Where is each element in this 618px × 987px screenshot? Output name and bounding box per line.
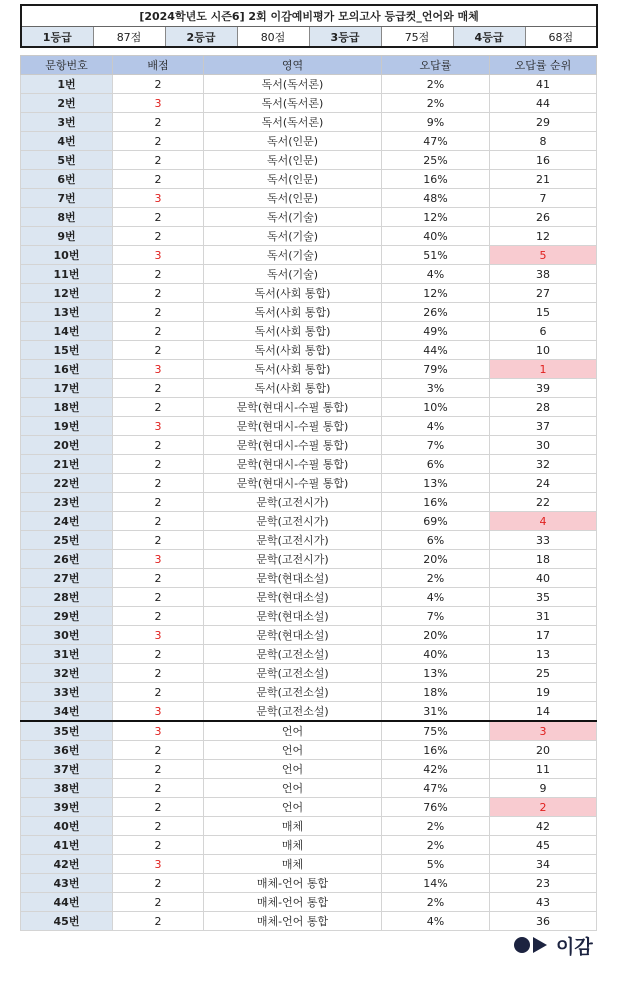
question-area: 독서(인문) [204, 189, 382, 208]
error-rate: 20% [382, 626, 490, 645]
error-rate-rank: 39 [490, 379, 597, 398]
question-area: 문학(고전소설) [204, 683, 382, 702]
error-rate-rank: 20 [490, 741, 597, 760]
table-row [21, 512, 597, 531]
question-points: 2 [113, 379, 204, 398]
question-number: 7번 [21, 189, 113, 208]
question-number: 27번 [21, 569, 113, 588]
question-number: 4번 [21, 132, 113, 151]
table-row [21, 721, 597, 741]
column-header: 영역 [204, 56, 382, 75]
error-rate-rank: 29 [490, 113, 597, 132]
question-number: 21번 [21, 455, 113, 474]
question-area: 독서(기술) [204, 265, 382, 284]
error-rate-rank: 41 [490, 75, 597, 94]
table-row [21, 817, 597, 836]
question-area: 독서(독서론) [204, 113, 382, 132]
question-points: 2 [113, 569, 204, 588]
error-rate: 6% [382, 531, 490, 550]
error-rate-rank: 10 [490, 341, 597, 360]
table-row [21, 798, 597, 817]
page-title: [2024학년도 시즌6] 2회 이감예비평가 모의고사 등급컷_언어와 매체 [21, 5, 597, 27]
question-points: 2 [113, 645, 204, 664]
question-area: 독서(사회 통합) [204, 379, 382, 398]
error-rate-rank: 18 [490, 550, 597, 569]
question-number: 15번 [21, 341, 113, 360]
question-number: 5번 [21, 151, 113, 170]
question-points: 2 [113, 798, 204, 817]
error-rate: 42% [382, 760, 490, 779]
question-number: 39번 [21, 798, 113, 817]
question-area: 문학(현대시-수필 통합) [204, 436, 382, 455]
table-row [21, 398, 597, 417]
table-row [21, 474, 597, 493]
table-row [21, 113, 597, 132]
error-rate: 18% [382, 683, 490, 702]
question-area: 문학(현대소설) [204, 569, 382, 588]
logo-text: 이감 [556, 936, 593, 958]
question-number: 40번 [21, 817, 113, 836]
question-area: 독서(사회 통합) [204, 303, 382, 322]
table-row [21, 94, 597, 113]
question-number: 37번 [21, 760, 113, 779]
error-rate-rank: 37 [490, 417, 597, 436]
question-number: 32번 [21, 664, 113, 683]
table-row [21, 189, 597, 208]
question-number: 6번 [21, 170, 113, 189]
table-row [21, 893, 597, 912]
question-points: 2 [113, 683, 204, 702]
error-rate-rank: 26 [490, 208, 597, 227]
question-area: 독서(사회 통합) [204, 284, 382, 303]
question-points: 3 [113, 550, 204, 569]
error-rate: 16% [382, 493, 490, 512]
question-points: 2 [113, 341, 204, 360]
error-rate: 2% [382, 75, 490, 94]
error-rate: 75% [382, 721, 490, 741]
page-content [20, 4, 596, 931]
grade-label: 2등급 [165, 27, 237, 48]
error-rate: 40% [382, 645, 490, 664]
table-row [21, 607, 597, 626]
question-area: 문학(현대소설) [204, 588, 382, 607]
grade-score: 87점 [93, 27, 165, 48]
question-number: 42번 [21, 855, 113, 874]
question-points: 2 [113, 874, 204, 893]
table-row [21, 436, 597, 455]
grade-label: 1등급 [21, 27, 93, 48]
error-rate: 9% [382, 113, 490, 132]
grade-score: 75점 [381, 27, 453, 48]
error-rate: 3% [382, 379, 490, 398]
question-area: 문학(고전소설) [204, 702, 382, 722]
table-row [21, 455, 597, 474]
error-rate-rank: 32 [490, 455, 597, 474]
error-rate: 16% [382, 170, 490, 189]
question-number: 43번 [21, 874, 113, 893]
question-points: 3 [113, 855, 204, 874]
error-rate-rank: 4 [490, 512, 597, 531]
error-rate: 2% [382, 569, 490, 588]
question-number: 16번 [21, 360, 113, 379]
error-rate: 49% [382, 322, 490, 341]
column-header: 문항번호 [21, 56, 113, 75]
question-points: 3 [113, 360, 204, 379]
question-points: 2 [113, 455, 204, 474]
table-row [21, 760, 597, 779]
error-rate-rank: 14 [490, 702, 597, 722]
error-rate: 4% [382, 417, 490, 436]
question-number: 19번 [21, 417, 113, 436]
question-number: 31번 [21, 645, 113, 664]
error-rate: 2% [382, 94, 490, 113]
error-rate-rank: 40 [490, 569, 597, 588]
error-rate: 31% [382, 702, 490, 722]
question-points: 2 [113, 531, 204, 550]
error-rate: 7% [382, 607, 490, 626]
question-number: 45번 [21, 912, 113, 931]
error-rate: 6% [382, 455, 490, 474]
error-rate-rank: 42 [490, 817, 597, 836]
question-area: 독서(사회 통합) [204, 341, 382, 360]
error-rate: 7% [382, 436, 490, 455]
table-row [21, 588, 597, 607]
table-row [21, 569, 597, 588]
question-number: 22번 [21, 474, 113, 493]
question-points: 2 [113, 474, 204, 493]
table-row [21, 208, 597, 227]
error-rate-rank: 19 [490, 683, 597, 702]
question-area: 문학(현대시-수필 통합) [204, 398, 382, 417]
error-rate-rank: 45 [490, 836, 597, 855]
error-rate: 5% [382, 855, 490, 874]
question-points: 2 [113, 208, 204, 227]
question-number: 41번 [21, 836, 113, 855]
error-rate-rank: 33 [490, 531, 597, 550]
table-row [21, 265, 597, 284]
table-row [21, 417, 597, 436]
question-number: 9번 [21, 227, 113, 246]
error-rate: 44% [382, 341, 490, 360]
question-area: 언어 [204, 779, 382, 798]
table-row [21, 645, 597, 664]
table-header-row [21, 56, 597, 75]
error-rate-rank: 35 [490, 588, 597, 607]
error-rate: 13% [382, 664, 490, 683]
question-area: 매체 [204, 855, 382, 874]
table-row [21, 227, 597, 246]
error-rate-rank: 17 [490, 626, 597, 645]
question-area: 문학(현대시-수필 통합) [204, 455, 382, 474]
error-rate: 4% [382, 912, 490, 931]
column-header: 오답률 순위 [490, 56, 597, 75]
error-rate-rank: 15 [490, 303, 597, 322]
question-area: 매체-언어 통합 [204, 874, 382, 893]
question-number: 14번 [21, 322, 113, 341]
question-area: 독서(독서론) [204, 94, 382, 113]
question-area: 독서(사회 통합) [204, 322, 382, 341]
question-area: 독서(독서론) [204, 75, 382, 94]
error-rate-rank: 12 [490, 227, 597, 246]
question-points: 3 [113, 246, 204, 265]
error-rate-rank: 1 [490, 360, 597, 379]
question-area: 문학(현대소설) [204, 626, 382, 645]
question-points: 2 [113, 779, 204, 798]
question-points: 2 [113, 113, 204, 132]
grade-cut-row [21, 27, 597, 48]
error-rate: 4% [382, 265, 490, 284]
error-rate: 47% [382, 779, 490, 798]
question-number: 44번 [21, 893, 113, 912]
table-row [21, 626, 597, 645]
table-row [21, 912, 597, 931]
error-rate-rank: 11 [490, 760, 597, 779]
table-row [21, 493, 597, 512]
question-area: 매체 [204, 836, 382, 855]
error-rate-rank: 6 [490, 322, 597, 341]
error-rate-rank: 31 [490, 607, 597, 626]
question-number: 1번 [21, 75, 113, 94]
question-points: 2 [113, 741, 204, 760]
question-area: 언어 [204, 760, 382, 779]
question-points: 3 [113, 189, 204, 208]
table-row [21, 855, 597, 874]
question-number: 2번 [21, 94, 113, 113]
question-points: 2 [113, 664, 204, 683]
question-points: 2 [113, 227, 204, 246]
error-rate: 47% [382, 132, 490, 151]
error-rate-rank: 3 [490, 721, 597, 741]
error-rate-rank: 43 [490, 893, 597, 912]
question-area: 문학(고전소설) [204, 645, 382, 664]
error-rate-rank: 34 [490, 855, 597, 874]
question-points: 2 [113, 493, 204, 512]
question-number: 8번 [21, 208, 113, 227]
error-rate: 14% [382, 874, 490, 893]
question-points: 2 [113, 607, 204, 626]
question-points: 2 [113, 132, 204, 151]
question-number: 3번 [21, 113, 113, 132]
question-points: 3 [113, 721, 204, 741]
table-row [21, 664, 597, 683]
error-rate-rank: 36 [490, 912, 597, 931]
question-number: 26번 [21, 550, 113, 569]
table-body [21, 75, 597, 931]
question-points: 2 [113, 75, 204, 94]
error-rate-rank: 22 [490, 493, 597, 512]
grade-label: 4등급 [453, 27, 525, 48]
error-rate-rank: 44 [490, 94, 597, 113]
table-row [21, 75, 597, 94]
question-points: 2 [113, 588, 204, 607]
question-area: 독서(기술) [204, 246, 382, 265]
question-number: 34번 [21, 702, 113, 722]
question-points: 3 [113, 417, 204, 436]
error-rate-rank: 9 [490, 779, 597, 798]
question-points: 2 [113, 436, 204, 455]
question-area: 독서(기술) [204, 208, 382, 227]
error-rate-rank: 23 [490, 874, 597, 893]
question-area: 문학(고전시가) [204, 550, 382, 569]
error-rate: 79% [382, 360, 490, 379]
column-header: 배점 [113, 56, 204, 75]
question-points: 3 [113, 94, 204, 113]
question-number: 10번 [21, 246, 113, 265]
table-row [21, 550, 597, 569]
question-points: 2 [113, 912, 204, 931]
question-points: 2 [113, 760, 204, 779]
grade-score: 68점 [548, 30, 574, 44]
question-area: 언어 [204, 721, 382, 741]
error-rate: 20% [382, 550, 490, 569]
question-points: 2 [113, 817, 204, 836]
question-points: 3 [113, 626, 204, 645]
error-rate: 2% [382, 817, 490, 836]
question-area: 독서(인문) [204, 170, 382, 189]
table-row [21, 170, 597, 189]
question-area: 언어 [204, 741, 382, 760]
error-rate: 26% [382, 303, 490, 322]
question-number: 35번 [21, 721, 113, 741]
error-rate: 51% [382, 246, 490, 265]
question-area: 독서(기술) [204, 227, 382, 246]
question-number: 17번 [21, 379, 113, 398]
question-points: 2 [113, 284, 204, 303]
question-points: 2 [113, 151, 204, 170]
question-stats-table [20, 55, 597, 931]
question-area: 언어 [204, 798, 382, 817]
table-row [21, 360, 597, 379]
question-points: 2 [113, 512, 204, 531]
question-area: 독서(사회 통합) [204, 360, 382, 379]
error-rate-rank: 13 [490, 645, 597, 664]
error-rate-rank: 27 [490, 284, 597, 303]
question-number: 18번 [21, 398, 113, 417]
question-points: 2 [113, 170, 204, 189]
question-points: 2 [113, 836, 204, 855]
question-number: 23번 [21, 493, 113, 512]
question-points: 3 [113, 702, 204, 722]
question-number: 36번 [21, 741, 113, 760]
table-row [21, 284, 597, 303]
question-points: 2 [113, 322, 204, 341]
question-area: 문학(고전시가) [204, 493, 382, 512]
question-area: 문학(현대시-수필 통합) [204, 417, 382, 436]
question-area: 매체 [204, 817, 382, 836]
error-rate-rank: 28 [490, 398, 597, 417]
question-number: 30번 [21, 626, 113, 645]
question-area: 매체-언어 통합 [204, 912, 382, 931]
table-row [21, 322, 597, 341]
question-points: 2 [113, 893, 204, 912]
question-number: 25번 [21, 531, 113, 550]
question-area: 문학(현대소설) [204, 607, 382, 626]
table-row [21, 702, 597, 722]
question-points: 2 [113, 265, 204, 284]
question-area: 독서(인문) [204, 132, 382, 151]
error-rate: 16% [382, 741, 490, 760]
grade-label: 3등급 [309, 27, 381, 48]
question-points: 2 [113, 398, 204, 417]
table-row [21, 303, 597, 322]
table-row [21, 341, 597, 360]
error-rate: 13% [382, 474, 490, 493]
error-rate: 12% [382, 208, 490, 227]
column-header: 오답률 [382, 56, 490, 75]
table-row [21, 836, 597, 855]
question-area: 매체-언어 통합 [204, 893, 382, 912]
error-rate: 4% [382, 588, 490, 607]
question-number: 29번 [21, 607, 113, 626]
error-rate-rank: 21 [490, 170, 597, 189]
grade-score: 80점 [237, 27, 309, 48]
question-number: 11번 [21, 265, 113, 284]
question-number: 24번 [21, 512, 113, 531]
question-area: 문학(현대시-수필 통합) [204, 474, 382, 493]
question-number: 13번 [21, 303, 113, 322]
error-rate-rank: 5 [490, 246, 597, 265]
error-rate-rank: 8 [490, 132, 597, 151]
table-row [21, 379, 597, 398]
question-area: 문학(고전시가) [204, 531, 382, 550]
error-rate-rank: 2 [490, 798, 597, 817]
question-number: 38번 [21, 779, 113, 798]
table-row [21, 151, 597, 170]
table-row [21, 741, 597, 760]
question-number: 20번 [21, 436, 113, 455]
error-rate: 48% [382, 189, 490, 208]
error-rate-rank: 38 [490, 265, 597, 284]
table-row [21, 874, 597, 893]
error-rate: 2% [382, 893, 490, 912]
question-number: 12번 [21, 284, 113, 303]
error-rate-rank: 24 [490, 474, 597, 493]
error-rate: 76% [382, 798, 490, 817]
table-row [21, 132, 597, 151]
question-area: 문학(고전소설) [204, 664, 382, 683]
question-number: 33번 [21, 683, 113, 702]
error-rate: 69% [382, 512, 490, 531]
question-number: 28번 [21, 588, 113, 607]
table-row [21, 531, 597, 550]
error-rate: 25% [382, 151, 490, 170]
table-row [21, 246, 597, 265]
question-points: 2 [113, 303, 204, 322]
error-rate: 40% [382, 227, 490, 246]
table-row [21, 779, 597, 798]
error-rate: 12% [382, 284, 490, 303]
error-rate-rank: 7 [490, 189, 597, 208]
error-rate-rank: 30 [490, 436, 597, 455]
grade-cut-header [20, 4, 598, 48]
question-area: 문학(고전시가) [204, 512, 382, 531]
error-rate-rank: 16 [490, 151, 597, 170]
error-rate: 2% [382, 836, 490, 855]
error-rate-rank: 25 [490, 664, 597, 683]
table-row [21, 683, 597, 702]
question-area: 독서(인문) [204, 151, 382, 170]
error-rate: 10% [382, 398, 490, 417]
